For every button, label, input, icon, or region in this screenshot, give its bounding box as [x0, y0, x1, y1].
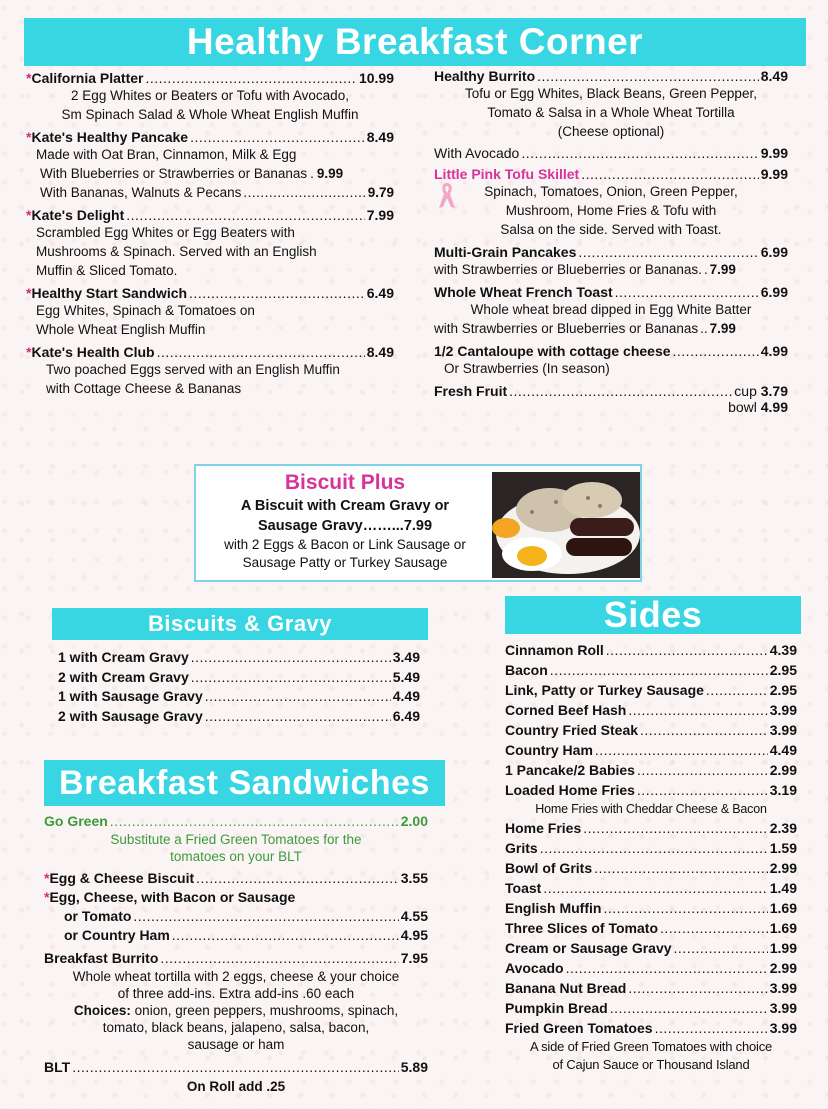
item-name: Fresh Fruit [434, 383, 508, 399]
item-name: Avocado [505, 960, 564, 976]
item-price: 1.69 [769, 900, 797, 916]
sides-footer-note: A side of Fried Green Tomatoes with choice [529, 1039, 773, 1054]
item-price: 3.99 [769, 1020, 797, 1036]
item-price: 3.99 [769, 702, 797, 718]
item-desc: Spinach, Tomatoes, Onion, Green Pepper, [484, 184, 738, 199]
option-price: 9.99 [760, 145, 788, 161]
item-price: 8.49 [760, 68, 788, 84]
item-name: Home Fries [505, 820, 582, 836]
list-item [505, 700, 797, 720]
item-desc: (Cheese optional) [557, 124, 665, 139]
list-item [505, 978, 797, 998]
item-name: Country Ham [505, 742, 593, 758]
star-icon: * [44, 870, 50, 886]
star-icon: * [44, 889, 50, 905]
star-icon: * [26, 285, 32, 301]
item-note: On Roll add .25 [186, 1079, 286, 1094]
star-icon: * [26, 344, 32, 360]
item-name: Cream or Sausage Gravy [505, 940, 672, 956]
item-price: 4.49 [769, 742, 797, 758]
item-price: 2.00 [400, 813, 428, 829]
list-item [505, 838, 797, 858]
item-price: 4.55 [400, 908, 428, 924]
menu-item [26, 285, 394, 339]
item-price: 2.95 [769, 682, 797, 698]
menu-item: * Kate's Healthy Pancake ..... 8.49 Made with Oat Bran, Cinnamon, Milk & Egg With Blueberries or Strawberries or Bananas . 9.99 With Bananas, Walnuts & Pecans ..... 9.79 [26, 129, 394, 202]
item-desc: Salsa on the side. Served with Toast. [500, 222, 722, 237]
item-name: Little Pink Tofu Skillet [434, 166, 580, 182]
option-name: With Bananas, Walnuts & Pecans [40, 185, 242, 200]
pink-ribbon-icon [436, 180, 458, 210]
option-price: 9.99 [316, 166, 344, 181]
item-name: Healthy Start Sandwich [31, 285, 188, 301]
option-name: With Blueberries or Strawberries or Bananas [40, 166, 308, 181]
item-price: 2.95 [769, 662, 797, 678]
biscuits-gravy-banner: Biscuits & Gravy [52, 608, 428, 640]
list-item [58, 707, 420, 727]
menu-item: Multi-Grain Pancakes ..... 6.99 with Strawberries or Blueberries or Bananas. . 7.99 [434, 244, 788, 279]
item-price: 4.49 [392, 688, 420, 704]
list-item [58, 687, 420, 707]
list-item [44, 888, 428, 907]
item-name: Breakfast Burrito [44, 950, 159, 966]
item-desc: Tofu or Egg Whites, Black Beans, Green Pepper, [465, 86, 757, 101]
list-item [505, 640, 797, 660]
item-name: Egg, Cheese, with Bacon or Sausage [49, 889, 296, 905]
sandwiches-list [44, 812, 428, 1096]
item-desc: of three add-ins. Extra add-ins .60 each [117, 986, 355, 1001]
menu-item [26, 70, 394, 124]
item-desc: Sm Spinach Salad & Whole Wheat English Muffin [61, 107, 359, 122]
item-name: 1 Pancake/2 Babies [505, 762, 635, 778]
item-name: Go Green [44, 813, 108, 829]
item-desc: Mushroom, Home Fries & Tofu with [505, 203, 717, 218]
menu-item [26, 207, 394, 280]
sides-banner: Sides [505, 596, 801, 634]
list-item [505, 760, 797, 780]
item-desc: Whole wheat tortilla with 2 eggs, cheese & your choice [72, 969, 400, 984]
item-price: 8.49 [366, 344, 394, 360]
item-desc: Or Strawberries (In season) [444, 361, 610, 376]
item-name: or Tomato [64, 908, 132, 924]
list-item [505, 818, 797, 838]
sides-list [505, 640, 797, 1074]
choices-text: onion, green peppers, mushrooms, spinach, [130, 1003, 399, 1018]
item-desc: Made with Oat Bran, Cinnamon, Milk & Egg [36, 147, 297, 162]
item-price: 3.49 [392, 649, 420, 665]
item-desc: Mushrooms & Spinach. Served with an English [36, 244, 317, 259]
main-title-banner: Healthy Breakfast Corner [24, 18, 806, 66]
menu-item [26, 344, 394, 398]
list-item [505, 898, 797, 918]
item-desc: Scrambled Egg Whites or Egg Beaters with [36, 225, 295, 240]
biscuit-plus-line: A Biscuit with Cream Gravy or [240, 498, 450, 514]
item-price: 4.99 [760, 399, 788, 415]
item-price: 8.49 [366, 129, 394, 145]
list-item [505, 740, 797, 760]
item-price: 3.99 [769, 1000, 797, 1016]
sides-footer-note: of Cajun Sauce or Thousand Island [552, 1057, 750, 1072]
item-name: Loaded Home Fries [505, 782, 635, 798]
item-name: Toast [505, 880, 542, 896]
size-label: cup [734, 383, 757, 399]
list-item [505, 998, 797, 1018]
item-price: 9.99 [760, 166, 788, 182]
biscuit-plus-box [194, 464, 642, 582]
item-desc: Whole Wheat English Muffin [36, 322, 206, 337]
item-price: 10.99 [358, 70, 394, 86]
item-desc: sausage or ham [187, 1037, 285, 1052]
item-price: 2.99 [769, 762, 797, 778]
item-price: 1.69 [769, 920, 797, 936]
option-price: 9.79 [367, 185, 394, 200]
biscuit-plus-desc: Sausage Patty or Turkey Sausage [242, 555, 448, 570]
choices-label: Choices: [73, 1003, 131, 1018]
item-price: 3.19 [769, 782, 797, 798]
item-desc: Substitute a Fried Green Tomatoes for the [110, 832, 362, 847]
item-name: or Country Ham [64, 927, 170, 943]
item-note: Home Fries with Cheddar Cheese & Bacon [535, 802, 767, 816]
item-name: 1/2 Cantaloupe with cottage cheese [434, 343, 671, 359]
item-name: 1 with Sausage Gravy [58, 688, 203, 704]
list-item [505, 780, 797, 800]
item-name: Bowl of Grits [505, 860, 593, 876]
item-desc: with Cottage Cheese & Bananas [46, 381, 242, 396]
healthy-right-column [434, 68, 788, 420]
item-name: Kate's Delight [31, 207, 125, 223]
item-name: Fried Green Tomatoes [505, 1020, 653, 1036]
list-item [44, 812, 428, 831]
biscuit-plus-desc: with 2 Eggs & Bacon or Link Sausage or [224, 537, 466, 552]
item-name: Cinnamon Roll [505, 642, 604, 658]
item-name: California Platter [31, 70, 144, 86]
item-price: 1.49 [769, 880, 797, 896]
option-name: With Avocado [434, 145, 520, 161]
list-item [505, 720, 797, 740]
list-item [505, 680, 797, 700]
list-item [505, 958, 797, 978]
item-desc: 2 Egg Whites or Beaters or Tofu with Avocado, [71, 88, 349, 103]
list-item [58, 648, 420, 668]
item-price: 4.39 [769, 642, 797, 658]
item-desc: tomatoes on your BLT [170, 849, 302, 864]
item-desc: tomato, black beans, jalapeno, salsa, bacon, [102, 1020, 370, 1035]
item-price: 6.49 [366, 285, 394, 301]
option-name: with Strawberries or Blueberries or Bananas. [434, 262, 702, 277]
list-item [505, 918, 797, 938]
menu-item [434, 166, 788, 239]
item-price: 2.99 [769, 960, 797, 976]
list-item [505, 938, 797, 958]
item-price: 3.99 [769, 980, 797, 996]
biscuit-plate-photo [492, 472, 640, 578]
option-price: 7.99 [709, 262, 736, 277]
menu-item [434, 383, 788, 415]
item-price: 4.99 [760, 343, 788, 359]
item-price: 5.49 [392, 668, 420, 685]
item-name: Whole Wheat French Toast [434, 284, 613, 300]
list-item [44, 869, 428, 888]
star-icon: * [26, 70, 32, 86]
item-price: 7.99 [366, 207, 394, 223]
star-icon: * [26, 207, 32, 223]
list-item [505, 858, 797, 878]
option-name: with Strawberries or Blueberries or Bananas [434, 321, 699, 336]
item-price: 7.95 [400, 950, 428, 966]
item-price: 6.99 [760, 244, 788, 260]
item-price: 2.39 [769, 820, 797, 836]
item-desc: Muffin & Sliced Tomato. [36, 263, 178, 278]
item-desc: Two poached Eggs served with an English Muffin [46, 362, 340, 377]
item-name: Link, Patty or Turkey Sausage [505, 682, 704, 698]
biscuit-plus-line: Sausage Gravy……...7.99 [257, 518, 433, 534]
biscuit-plus-title: Biscuit Plus [284, 471, 406, 494]
item-desc: Tomato & Salsa in a Whole Wheat Tortilla [487, 105, 735, 120]
item-name: BLT [44, 1059, 71, 1075]
list-item [505, 1018, 797, 1038]
item-price: 5.89 [400, 1059, 428, 1075]
item-name: Banana Nut Bread [505, 980, 627, 996]
item-name: 1 with Cream Gravy [58, 649, 189, 665]
item-price: 3.79 [760, 383, 788, 399]
item-price: 2.99 [769, 860, 797, 876]
item-name: Grits [505, 840, 538, 856]
healthy-left-column [26, 70, 394, 403]
item-price: 4.95 [400, 927, 428, 943]
item-name: 2 with Sausage Gravy [58, 707, 203, 724]
item-name: Three Slices of Tomato [505, 920, 658, 936]
list-item [44, 1058, 428, 1077]
item-price: 3.55 [400, 870, 428, 886]
item-name: Kate's Health Club [31, 344, 155, 360]
item-name: English Muffin [505, 900, 602, 916]
item-desc [44, 1002, 428, 1019]
option-price: 7.99 [709, 321, 736, 336]
item-name: Bacon [505, 662, 548, 678]
list-item [44, 949, 428, 968]
item-desc: Whole wheat bread dipped in Egg White Batter [470, 302, 752, 317]
list-item [44, 907, 428, 926]
item-name: Pumpkin Bread [505, 1000, 608, 1016]
item-name: Kate's Healthy Pancake [31, 129, 189, 145]
item-price: 1.59 [769, 840, 797, 856]
sandwiches-banner: Breakfast Sandwiches [44, 760, 445, 806]
list-item [58, 668, 420, 688]
item-price: 3.99 [769, 722, 797, 738]
menu-item [434, 68, 788, 161]
item-price: 6.99 [760, 284, 788, 300]
biscuits-gravy-list [58, 648, 420, 726]
menu-item: Whole Wheat French Toast ..... 6.99 Whole wheat bread dipped in Egg White Batter with Strawberries or Blueberries or Bananas .. 7.99 [434, 284, 788, 338]
item-name: 2 with Cream Gravy [58, 668, 189, 685]
size-label: bowl [728, 399, 757, 415]
star-icon: * [26, 129, 32, 145]
item-name: Corned Beef Hash [505, 702, 627, 718]
item-name: Egg & Cheese Biscuit [49, 870, 195, 886]
item-name: Multi-Grain Pancakes [434, 244, 577, 260]
list-item [505, 878, 797, 898]
item-price: 1.99 [769, 940, 797, 956]
list-item [44, 926, 428, 945]
item-name: Country Fried Steak [505, 722, 639, 738]
item-price: 6.49 [392, 707, 420, 724]
item-desc: Egg Whites, Spinach & Tomatoes on [36, 303, 255, 318]
list-item [505, 660, 797, 680]
item-name: Healthy Burrito [434, 68, 536, 84]
menu-item [434, 343, 788, 378]
